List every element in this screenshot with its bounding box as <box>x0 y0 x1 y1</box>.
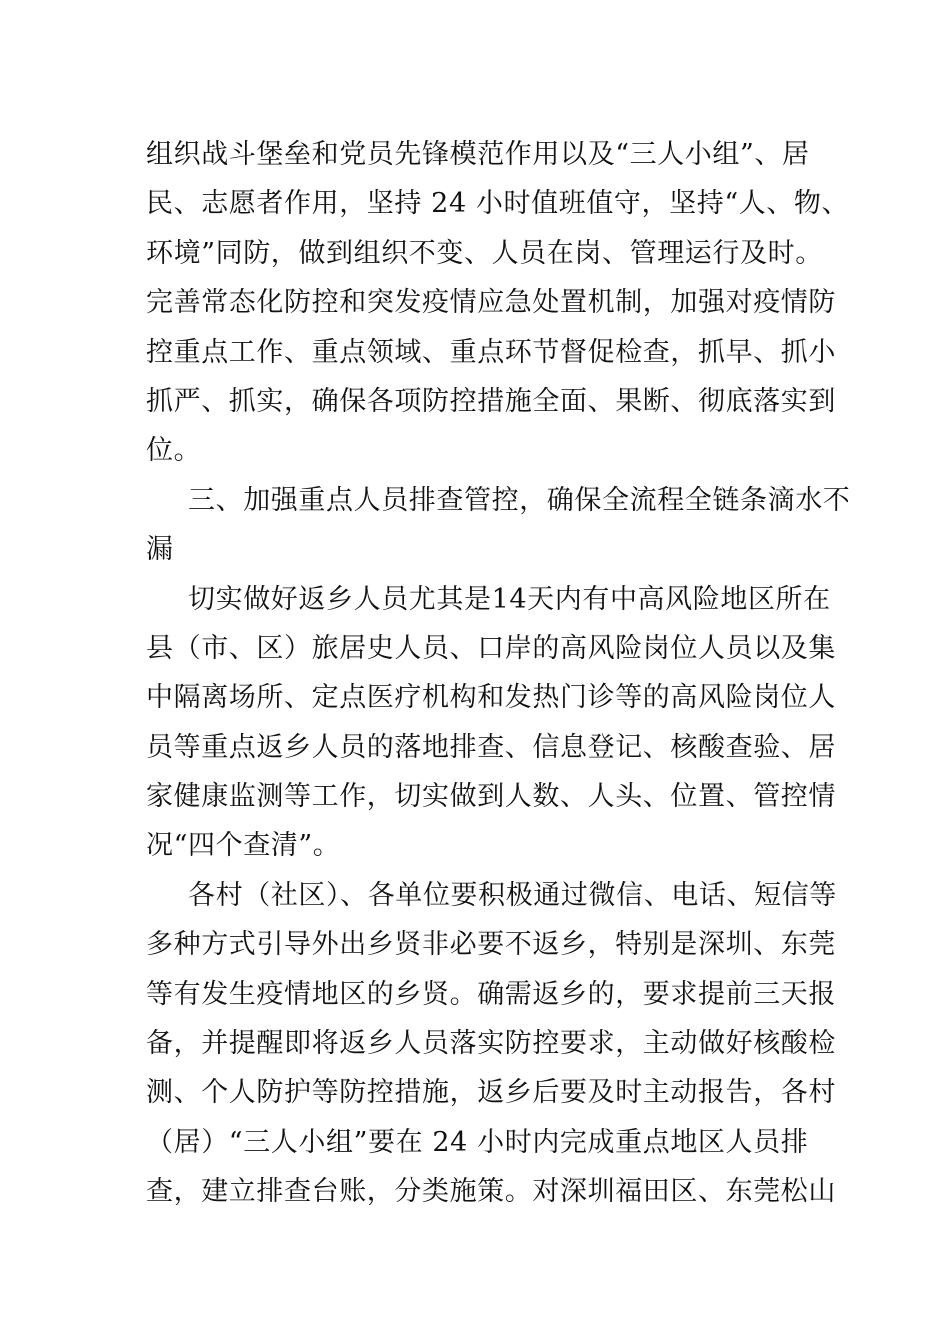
text-line: 家健康监测等工作，切实做到人数、人头、位置、管控情 <box>146 781 836 813</box>
text-line: 环境”同防，做到组织不变、人员在岗、管理运行及时。 <box>146 237 823 269</box>
text-line: 员等重点返乡人员的落地排查、信息登记、核酸查验、居 <box>146 731 836 763</box>
document-body <box>146 130 851 1217</box>
text-line: 三、加强重点人员排查管控，确保全流程全链条滴水不 <box>188 484 851 516</box>
paragraph-returnees <box>146 575 836 871</box>
text-line: 况“四个查清”。 <box>146 830 341 862</box>
text-line: 各村（社区）、各单位要积极通过微信、电话、短信等 <box>188 879 837 911</box>
text-line: 民、志愿者作用，坚持 24 小时值班值守，坚持“人、物、 <box>146 188 850 220</box>
text-line: （居）“三人小组”要在 24 小时内完成重点地区人员排 <box>146 1126 809 1158</box>
paragraph-organization <box>146 130 850 476</box>
text-line: 控重点工作、重点领域、重点环节督促检查，抓早、抓小 <box>146 336 836 368</box>
text-line: 切实做好返乡人员尤其是14天内有中高风险地区所在 <box>188 583 831 615</box>
text-line: 测、个人防护等防控措施，返乡后要及时主动报告，各村 <box>146 1077 836 1109</box>
text-line: 等有发生疫情地区的乡贤。确需返乡的，要求提前三天报 <box>146 978 836 1010</box>
section-heading-three <box>146 476 851 575</box>
text-line: 组织战斗堡垒和党员先锋模范作用以及“三人小组”、居 <box>146 139 810 170</box>
text-line: 中隔离场所、定点医疗机构和发热门诊等的高风险岗位人 <box>146 682 836 714</box>
text-line: 漏 <box>146 534 174 566</box>
text-line: 完善常态化防控和突发疫情应急处置机制，加强对疫情防 <box>146 287 836 319</box>
text-line: 抓严、抓实，确保各项防控措施全面、果断、彻底落实到 <box>146 385 836 417</box>
text-line: 位。 <box>146 435 202 467</box>
paragraph-villages <box>146 871 837 1217</box>
text-line: 多种方式引导外出乡贤非必要不返乡，特别是深圳、东莞 <box>146 929 836 961</box>
text-line: 查，建立排查台账，分类施策。对深圳福田区、东莞松山 <box>146 1176 836 1208</box>
text-line: 县（市、区）旅居史人员、口岸的高风险岗位人员以及集 <box>146 632 836 664</box>
text-line: 备，并提醒即将返乡人员落实防控要求，主动做好核酸检 <box>146 1028 836 1060</box>
